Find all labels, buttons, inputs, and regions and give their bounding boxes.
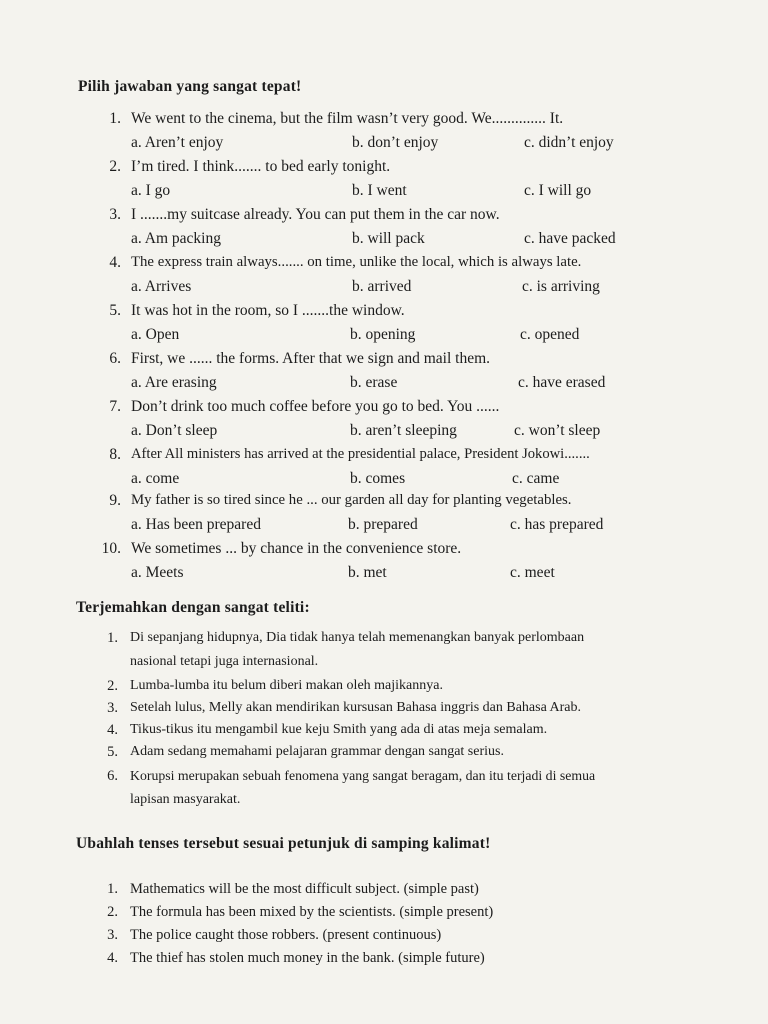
question-number: 1. [109, 110, 121, 127]
item-text: Adam sedang memahami pelajaran grammar dengan sangat serius. [130, 744, 504, 759]
option-a: a. Don’t sleep [131, 422, 218, 439]
option-a: a. Has been prepared [131, 516, 261, 533]
option-c: c. won’t sleep [514, 422, 601, 439]
item-number: 5. [107, 744, 118, 760]
option-c: c. have erased [518, 374, 606, 391]
option-b: b. prepared [348, 516, 418, 533]
option-b: b. opening [350, 326, 416, 343]
item-number: 1. [107, 881, 118, 897]
section3-title: Ubahlah tenses tersebut sesuai petunjuk di samping kalimat! [76, 835, 491, 852]
option-c: c. opened [520, 326, 580, 343]
question-number: 9. [109, 492, 121, 509]
option-b: b. arrived [352, 278, 412, 295]
question-number: 3. [109, 206, 121, 223]
question-number: 4. [109, 254, 121, 271]
option-b: b. met [348, 564, 387, 581]
item-text: Mathematics will be the most difficult subject. (simple past) [130, 881, 479, 897]
option-b: b. erase [350, 374, 398, 391]
question-text: My father is so tired since he ... our garden all day for planting vegetables. [131, 492, 572, 508]
item-number: 1. [107, 630, 118, 646]
question-text: I .......my suitcase already. You can put them in the car now. [131, 206, 500, 223]
question-text: Don’t drink too much coffee before you go to bed. You ...... [131, 398, 500, 415]
item-number: 6. [107, 768, 118, 784]
option-b: b. will pack [352, 230, 425, 247]
option-a: a. come [131, 470, 180, 487]
option-c: c. came [512, 470, 560, 487]
option-a: a. Arrives [131, 278, 192, 295]
item-number: 2. [107, 904, 118, 920]
option-a: a. Are erasing [131, 374, 217, 391]
item-number: 4. [107, 950, 118, 966]
question-text: First, we ...... the forms. After that we sign and mail them. [131, 350, 491, 367]
option-b: b. comes [350, 470, 406, 487]
option-b: b. aren’t sleeping [350, 422, 457, 439]
option-c: c. meet [510, 564, 555, 581]
question-number: 6. [109, 350, 121, 367]
option-a: a. Open [131, 326, 180, 343]
item-text: The thief has stolen much money in the bank. (simple future) [130, 950, 485, 966]
option-b: b. don’t enjoy [352, 134, 439, 151]
option-a: a. Am packing [131, 230, 221, 247]
section1-title: Pilih jawaban yang sangat tepat! [78, 78, 302, 95]
item-text: Lumba-lumba itu belum diberi makan oleh majikannya. [130, 678, 443, 693]
option-c: c. didn’t enjoy [524, 134, 614, 151]
section2-title: Terjemahkan dengan sangat teliti: [76, 599, 310, 616]
question-text: After All ministers has arrived at the presidential palace, President Jokowi....... [131, 446, 590, 462]
option-a: a. I go [131, 182, 171, 199]
item-text: The police caught those robbers. (present continuous) [130, 927, 442, 943]
option-b: b. I went [352, 182, 407, 199]
item-number: 3. [107, 700, 118, 716]
item-text: Tikus-tikus itu mengambil kue keju Smith yang ada di atas meja semalam. [130, 722, 548, 737]
question-text: We sometimes ... by chance in the convenience store. [131, 540, 462, 557]
item-text: Setelah lulus, Melly akan mendirikan kursusan Bahasa inggris dan Bahasa Arab. [130, 700, 582, 715]
item-number: 3. [107, 927, 118, 943]
item-text: Korupsi merupakan sebuah fenomena yang sangat beragam, dan itu terjadi di semua [130, 768, 596, 783]
option-c: c. is arriving [522, 278, 600, 295]
question-number: 5. [109, 302, 121, 319]
item-text-continued: nasional tetapi juga internasional. [130, 654, 319, 669]
option-c: c. have packed [524, 230, 616, 247]
item-text-continued: lapisan masyarakat. [130, 792, 241, 807]
question-text: We went to the cinema, but the film wasn’t very good. We.............. It. [131, 110, 564, 127]
question-text: I’m tired. I think....... to bed early tonight. [131, 158, 391, 175]
question-text: The express train always....... on time, unlike the local, which is always late. [131, 254, 582, 270]
option-c: c. I will go [524, 182, 592, 199]
item-text: Di sepanjang hidupnya, Dia tidak hanya telah memenangkan banyak perlombaan [130, 630, 585, 645]
option-c: c. has prepared [510, 516, 604, 533]
option-a: a. Meets [131, 564, 184, 581]
item-number: 4. [107, 722, 118, 738]
question-number: 8. [109, 446, 121, 463]
item-number: 2. [107, 678, 118, 694]
question-number: 7. [109, 398, 121, 415]
option-a: a. Aren’t enjoy [131, 134, 224, 151]
question-number: 2. [109, 158, 121, 175]
question-text: It was hot in the room, so I .......the window. [131, 302, 405, 319]
item-text: The formula has been mixed by the scientists. (simple present) [130, 904, 494, 920]
question-number: 10. [101, 540, 121, 557]
